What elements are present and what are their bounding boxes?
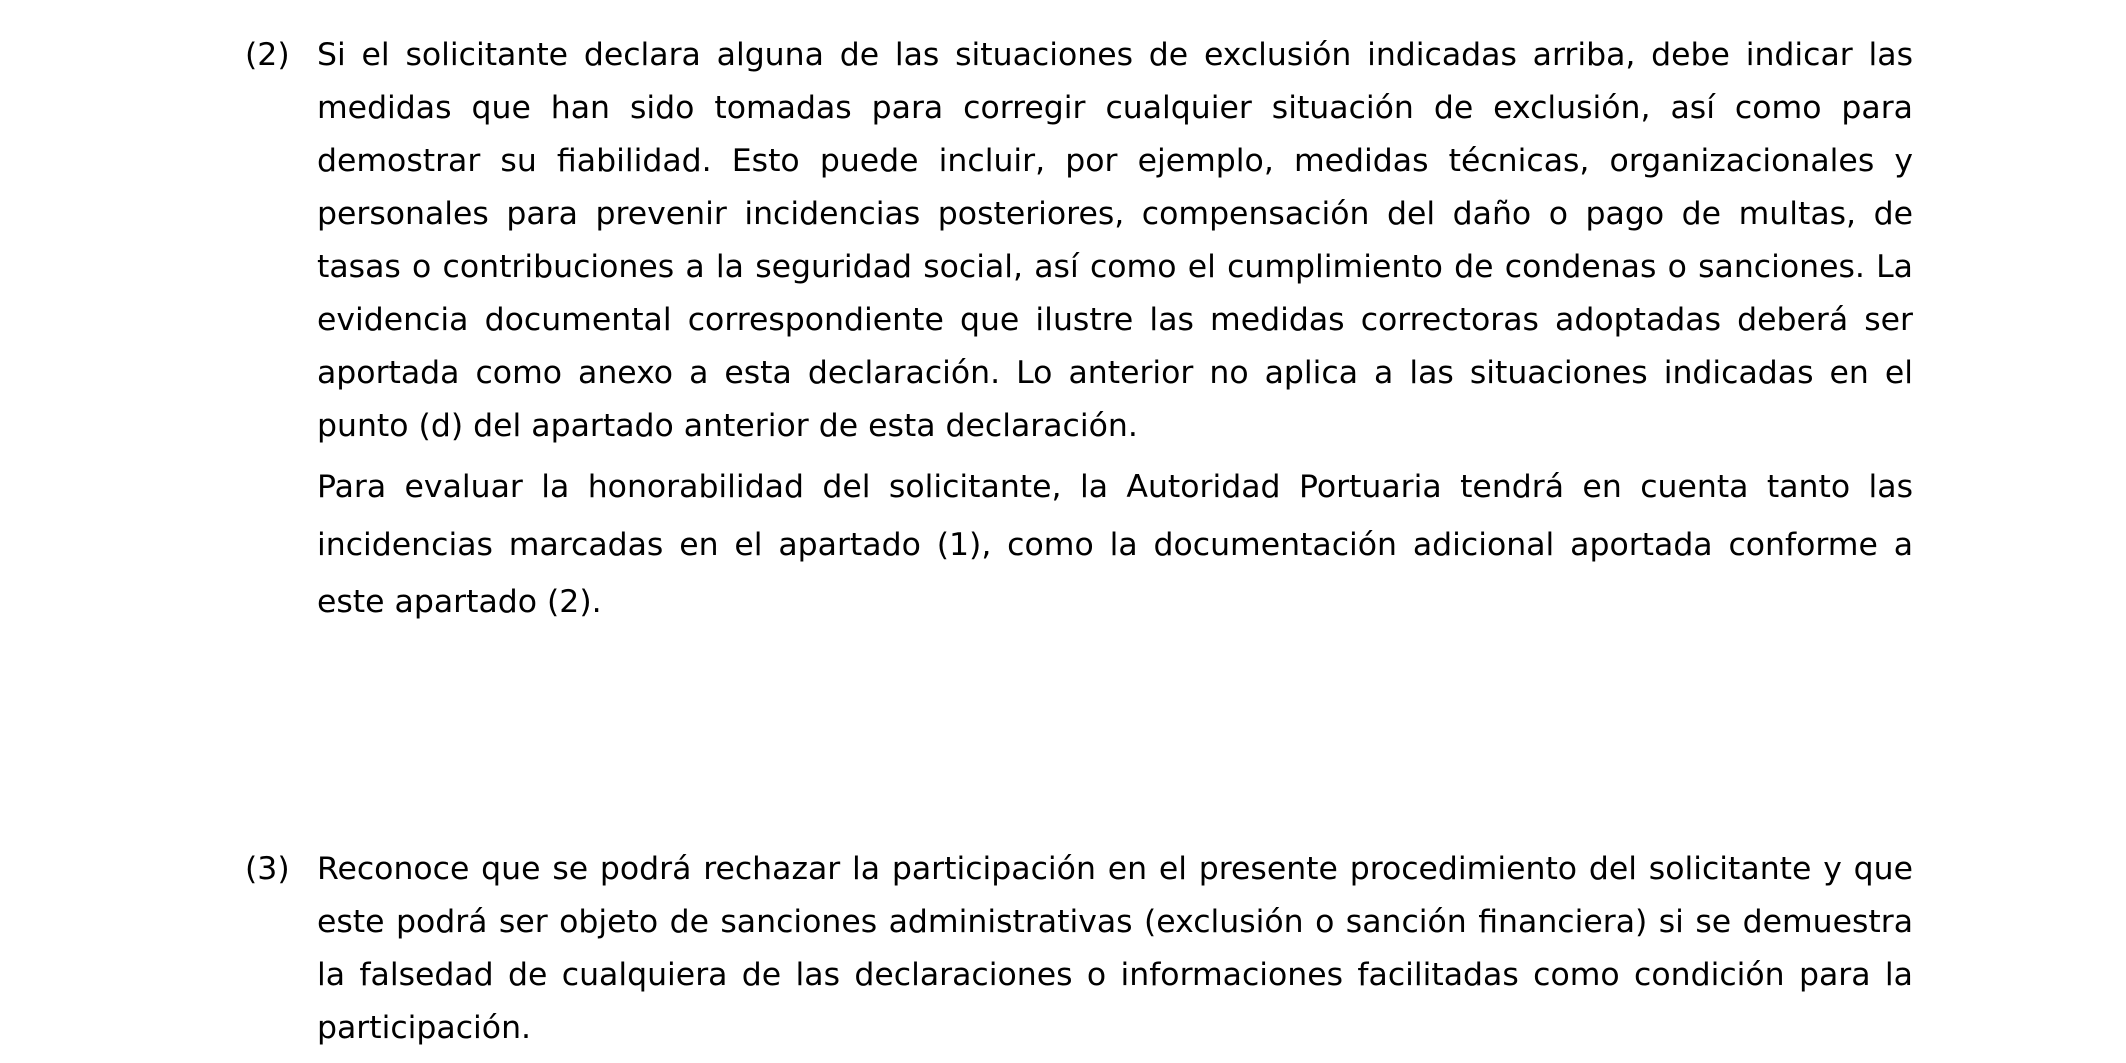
clause-number: (3) xyxy=(245,851,290,887)
clause-paragraph: Reconoce que se podrá rechazar la participación en el presente procedimiento del solicitante y que este podrá ser objeto de sanciones administrativas (exclusión o sanción financiera) si se demuestra la falsedad de cualquiera de las declaraciones o informaciones facilitadas como condición para la participación. xyxy=(317,851,1913,1046)
clause-paragraph: Para evaluar la honorabilidad del solicitante, la Autoridad Portuaria tendrá en cuenta tanto las incidencias marcadas en el apartado (1), como la documentación adicional aportada conforme a este apartado (2). xyxy=(317,469,1913,620)
clause-number: (2) xyxy=(245,37,290,73)
clause-body xyxy=(317,843,1913,1055)
clause-body xyxy=(317,29,1913,632)
clause-paragraph: Si el solicitante declara alguna de las situaciones de exclusión indicadas arriba, debe indicar las medidas que han sido tomadas para corregir cualquier situación de exclusión, así como para demostrar su fiabilidad. Esto puede incluir, por ejemplo, medidas técnicas, organizacionales y personales para prevenir incidencias posteriores, compensación del daño o pago de multas, de tasas o contribuciones a la seguridad social, así como el cumplimiento de condenas o sanciones. La evidencia documental correspondiente que ilustre las medidas correctoras adoptadas deberá ser aportada como anexo a esta declaración. Lo anterior no aplica a las situaciones indicadas en el punto (d) del apartado anterior de esta declaración. xyxy=(317,37,1913,444)
